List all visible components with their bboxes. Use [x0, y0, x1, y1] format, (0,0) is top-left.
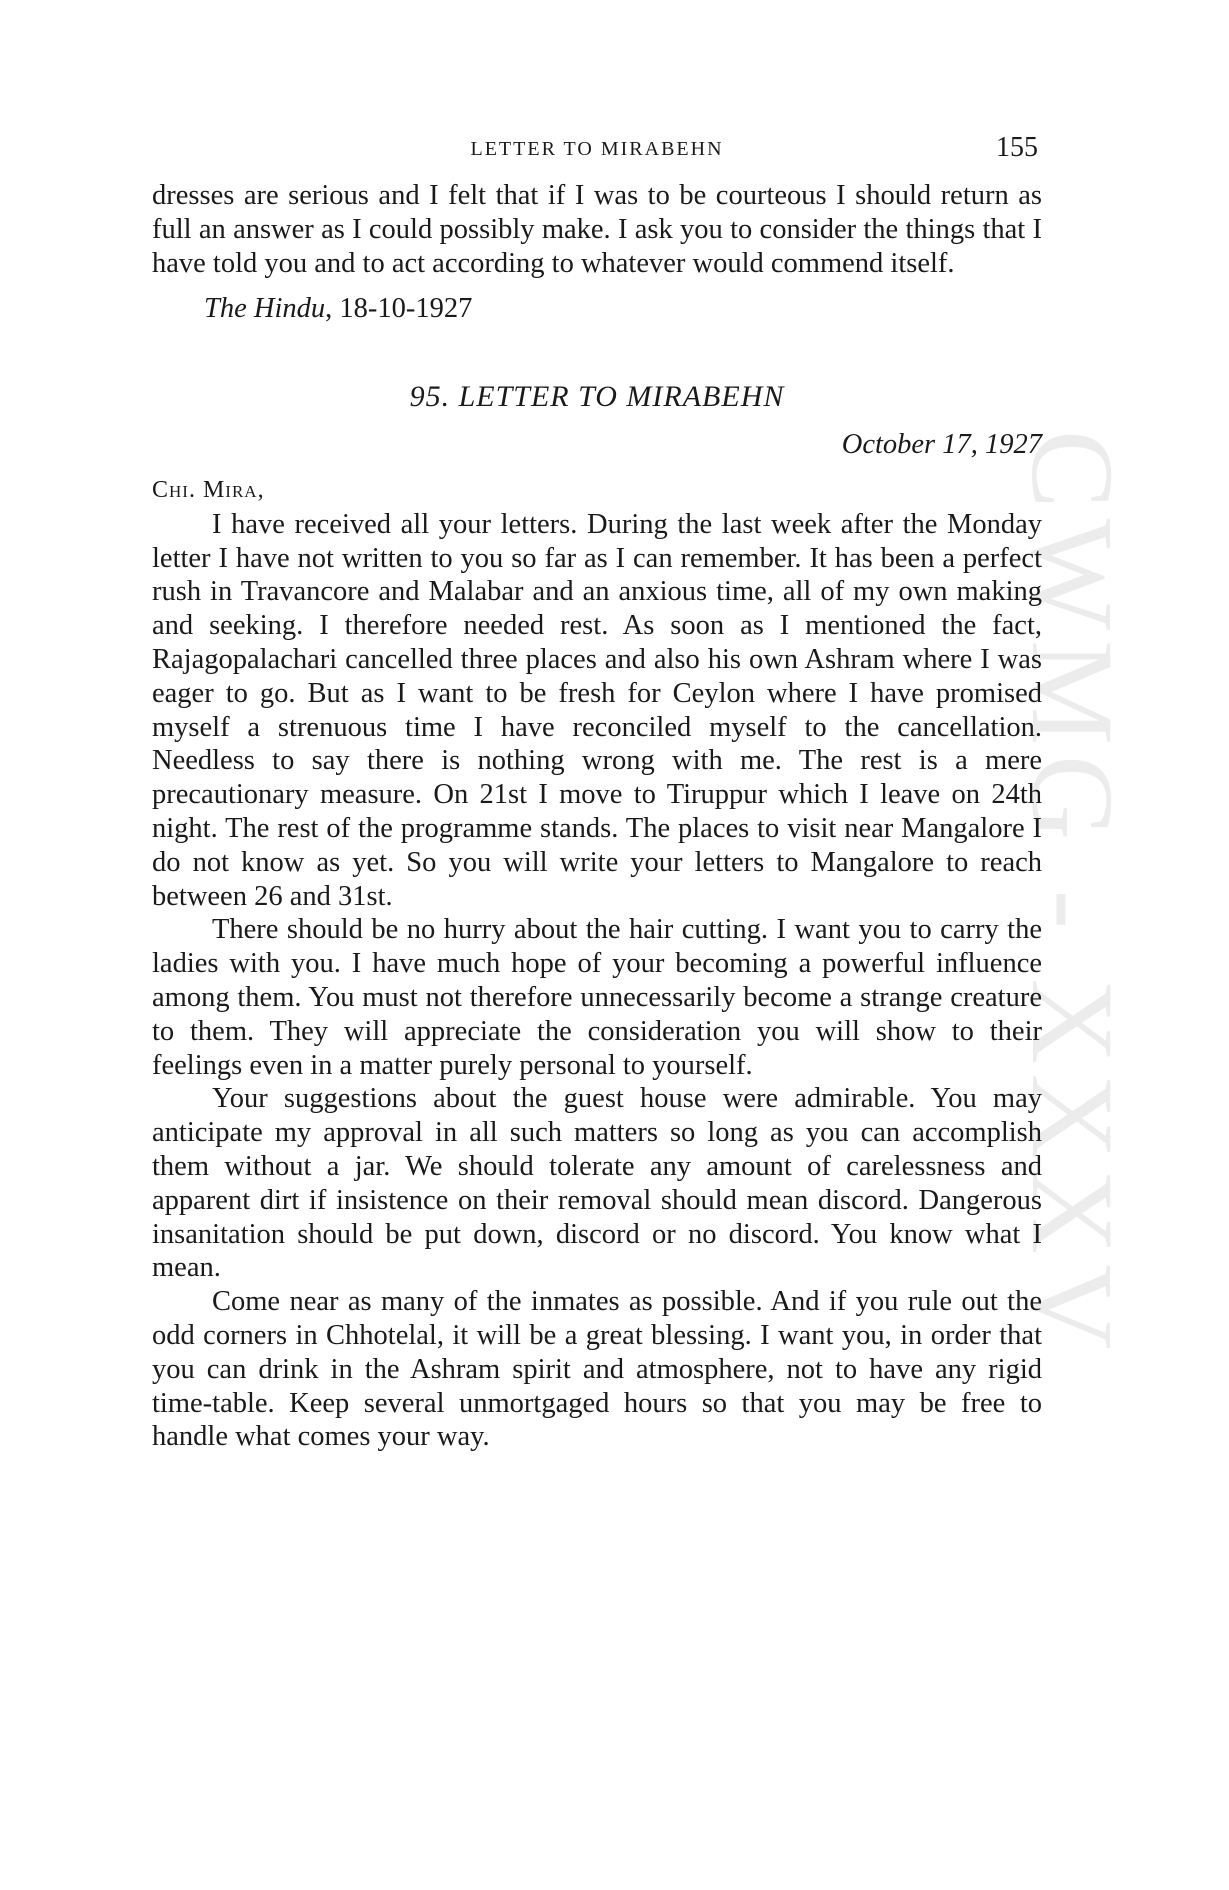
source-date: , 18-10-1927 — [325, 293, 473, 325]
page-content — [152, 179, 1042, 1454]
letter-date: October 17, 1927 — [841, 428, 1042, 460]
running-head — [152, 132, 1042, 170]
opening-paragraph: dresses are serious and I felt that if I was to be courteous I should return as full an answer as I could possibly make. I ask you to consider the things that I have told you and to act according to whatever would commend itself. — [152, 180, 1042, 279]
letter-paragraph: Your suggestions about the guest house were admirable. You may anticipate my approval in all such matters so long as you can accomplish them without a jar. We should tolerate any amount of carelessness and apparent dirt if insistence on their removal should mean discord. Dangerous insanitation should be put down, discord or no discord. You know what I mean. — [152, 1083, 1042, 1284]
watermark-text: CWMG - XXXV — [1007, 430, 1138, 1360]
source-publication: The Hindu — [204, 293, 326, 325]
letter-paragraph: I have received all your letters. During the last week after the Monday letter I have not written to you so far as I can remember. It has been a perfect rush in Travancore and Malabar and an anxious time, all of my own making and seeking. I therefore needed rest. As soon as I mentioned the fact, Rajagopalachari cancelled three places and also his own Ashram where I was eager to go. But as I want to be fresh for Ceylon where I have promised myself a strenuous time I have reconciled myself to the cancellation. Needless to say there is nothing wrong with me. The rest is a mere precautionary measure. On 21st I move to Tiruppur which I leave on 24th night. The rest of the programme stands. The places to visit near Mangalore I do not know as yet. So you will write your letters to Mangalore to reach between 26 and 31st. — [152, 508, 1042, 912]
page-number: 155 — [996, 132, 1038, 163]
letter-heading: 95. LETTER TO MIRABEHN — [409, 380, 785, 414]
running-title: LETTER TO MIRABEHN — [470, 138, 724, 160]
source-citation — [204, 292, 1042, 326]
salutation: Chi. Mira, — [152, 476, 265, 503]
letter-paragraph: Come near as many of the inmates as possible. And if you rule out the odd corners in Chhotelal, it will be a great blessing. I want you, in order that you can drink in the Ashram spirit and atmosphere, not to have any rigid time-table. Keep several unmortgaged hours so that you may be free to handle what comes your way. — [152, 1286, 1042, 1453]
letter-paragraph: There should be no hurry about the hair cutting. I want you to carry the ladies with you. I have much hope of your becoming a powerful influence among them. You must not therefore unnecessarily become a strange creature to them. They will appreciate the consideration you will show to their feelings even in a matter purely personal to yourself. — [152, 914, 1042, 1081]
